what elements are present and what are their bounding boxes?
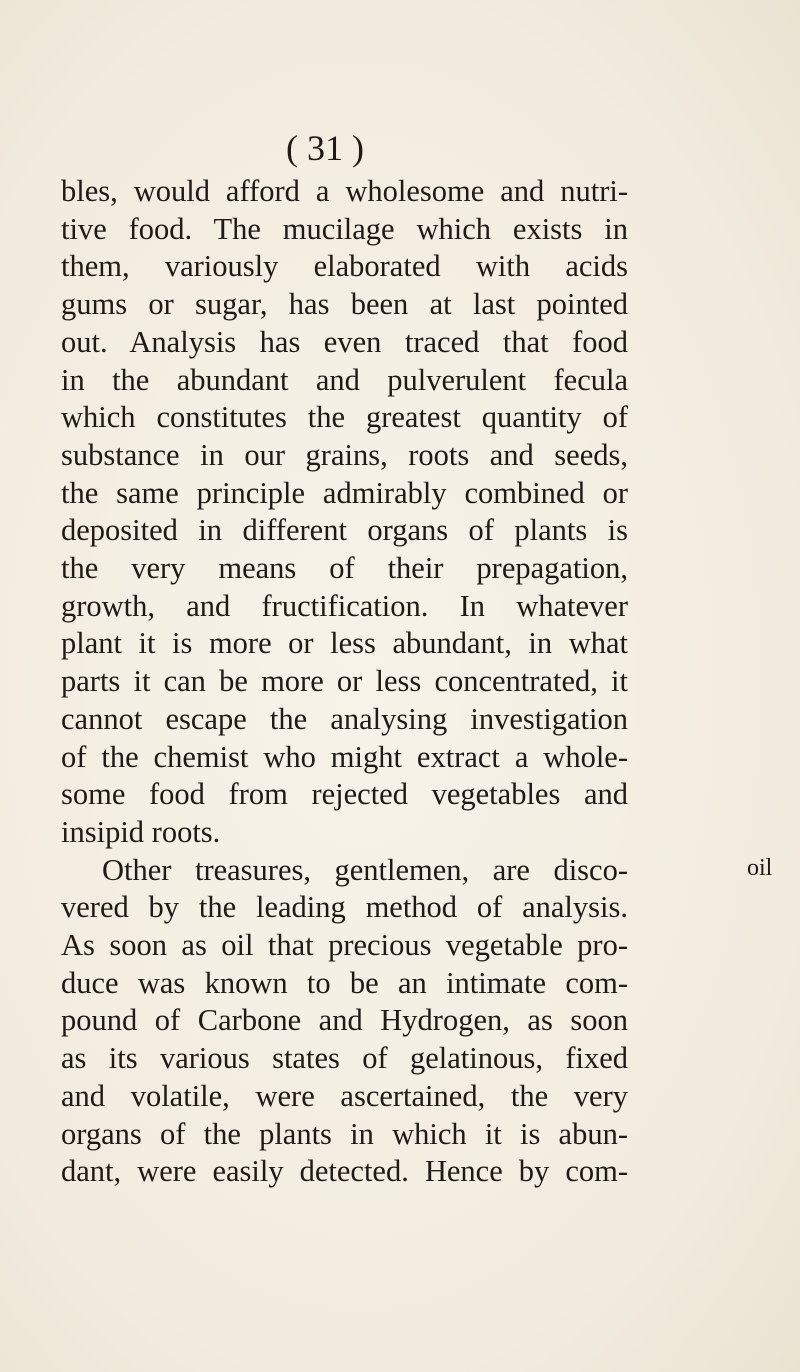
- page-number-header: ( 31 ): [286, 128, 364, 168]
- text-line-6: in the abundant and pulverulent fecula: [61, 362, 628, 397]
- text-line-24: as its various states of gelatinous, fixed: [61, 1041, 628, 1076]
- text-line-13: plant it is more or less abundant, in what: [61, 626, 628, 661]
- text-line-15: cannot escape the analysing investigation: [61, 701, 628, 736]
- text-line-12: growth, and fructification. In whatever: [61, 588, 628, 623]
- text-line-8: substance in our grains, roots and seeds,: [61, 437, 628, 472]
- text-line-10: deposited in different organs of plants is: [61, 513, 628, 548]
- text-line-26: organs of the plants in which it is abun-: [61, 1116, 628, 1151]
- text-line-2: tive food. The mucilage which exists in: [61, 211, 628, 246]
- text-line-5: out. Analysis has even traced that food: [61, 324, 628, 359]
- text-line-4: gums or sugar, has been at last pointed: [61, 287, 628, 322]
- text-line-23: pound of Carbone and Hydrogen, as soon: [61, 1003, 628, 1038]
- text-line-21: As soon as oil that precious vegetable pro-: [61, 928, 628, 962]
- text-line-25: and volatile, were ascertained, the very: [61, 1078, 628, 1113]
- text-line-7: which constitutes the greatest quantity of: [61, 400, 628, 435]
- text-line-14: parts it can be more or less concentrated, it: [61, 664, 628, 699]
- text-line-9: the same principle admirably combined or: [61, 475, 628, 510]
- text-line-1: bles, would afford a wholesome and nutri-: [61, 174, 628, 208]
- text-line-16: of the chemist who might extract a whole-: [61, 739, 628, 774]
- text-line-27: dant, were easily detected. Hence by com-: [61, 1154, 628, 1189]
- text-line-22: duce was known to be an intimate com-: [61, 965, 628, 1000]
- margin-note: oil: [747, 854, 773, 881]
- text-line-18: insipid roots.: [61, 814, 221, 849]
- text-line-11: the very means of their prepagation,: [61, 551, 628, 585]
- text-line-19: Other treasures, gentlemen, are disco-: [102, 852, 628, 887]
- text-line-20: vered by the leading method of analysis.: [61, 890, 628, 925]
- text-line-3: them, variously elaborated with acids: [61, 249, 628, 284]
- text-line-17: some food from rejected vegetables and: [61, 777, 628, 812]
